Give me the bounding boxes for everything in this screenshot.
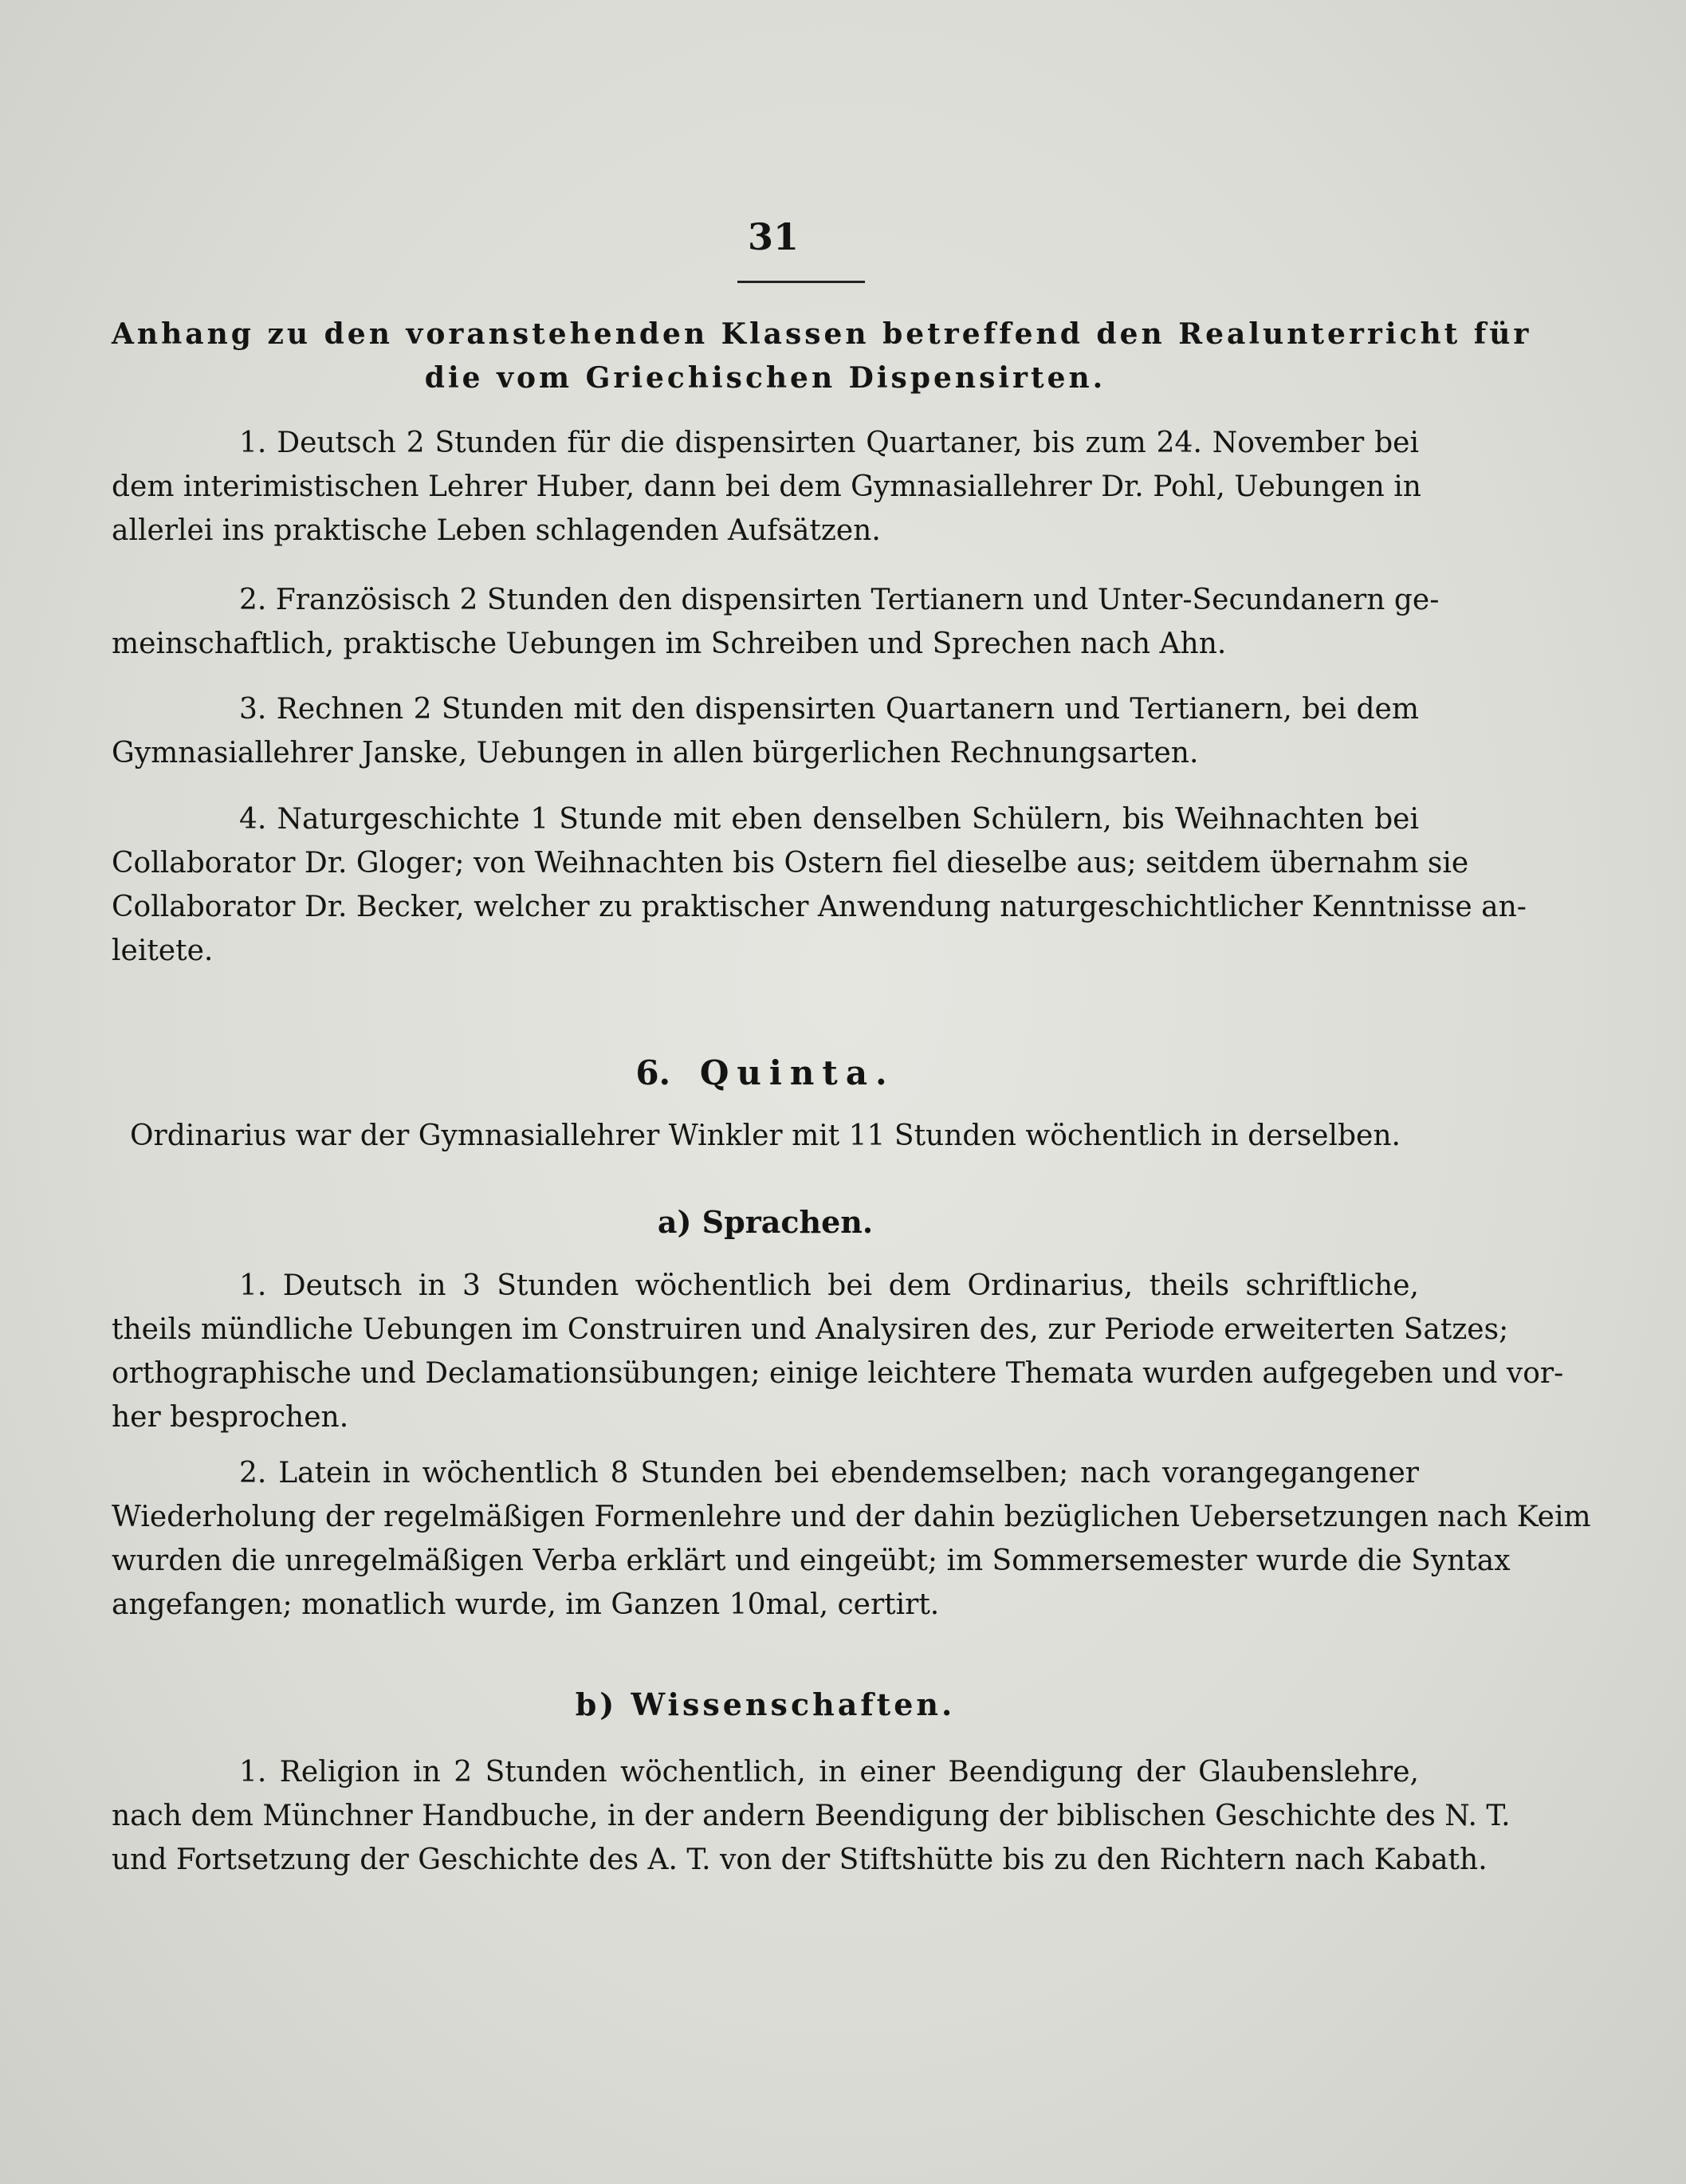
paragraph-line: nach dem Münchner Handbuche, in der andern Beendigung der biblischen Geschichte des N. T. <box>112 1800 1511 1832</box>
paragraph-line: wurden die unregelmäßigen Verba erklärt und eingeübt; im Sommersemester wurde die Syntax <box>112 1545 1511 1577</box>
paragraph-line: und Fortsetzung der Geschichte des A. T. von der Stiftshütte bis zu den Richtern nach Kabath. <box>112 1844 1488 1876</box>
paragraph-line: 4. Naturgeschichte 1 Stunde mit eben denselben Schülern, bis Weihnachten bei <box>239 803 1419 836</box>
paragraph-line: 1. Deutsch 2 Stunden für die dispensirten Quartaner, bis zum 24. November bei <box>239 427 1419 459</box>
appendix-item-naturgeschichte <box>112 797 1527 973</box>
paragraph-line: Gymnasiallehrer Janske, Uebungen in allen bürgerlichen Rechnungsarten. <box>112 737 1199 769</box>
appendix-title-line: Anhang zu den voranstehenden Klassen betreffend den Realunterricht für <box>112 317 1532 351</box>
appendix-title <box>112 313 1532 400</box>
paragraph-line: 2. Französisch 2 Stunden den dispensirten Tertianern und Unter-Secundanern ge- <box>239 584 1440 616</box>
paragraph-line: 2. Latein in wöchentlich 8 Stunden bei ebendemselben; nach vorangegangener <box>239 1457 1419 1489</box>
paragraph-line: leitete. <box>112 935 214 967</box>
paragraph-line: her besprochen. <box>112 1401 349 1434</box>
appendix-title-line: die vom Griechischen Dispensirten. <box>424 361 1106 395</box>
paragraph-line: allerlei ins praktische Leben schlagenden Aufsätzen. <box>112 514 881 547</box>
paragraph-line: orthographische und Declamationsübungen; einige leichtere Themata wurden aufgegeben und vor- <box>112 1357 1564 1390</box>
paragraph-line: Collaborator Dr. Gloger; von Weihnachten bis Ostern fiel dieselbe aus; seitdem übernahm sie <box>112 847 1469 880</box>
page-number: 31 <box>747 215 799 258</box>
paragraph-line: Collaborator Dr. Becker, welcher zu praktischer Anwendung naturgeschichtlicher Kenntnisse an- <box>112 891 1527 923</box>
paragraph-line: 1. Deutsch in 3 Stunden wöchentlich bei dem Ordinarius, theils schriftliche, <box>239 1269 1419 1302</box>
paragraph-line: 1. Religion in 2 Stunden wöchentlich, in einer Beendigung der Glaubenslehre, <box>239 1756 1419 1789</box>
sciences-item-religion <box>112 1750 1511 1882</box>
paragraph-line: angefangen; monatlich wurde, im Ganzen 10mal, certirt. <box>112 1588 940 1621</box>
appendix-item-deutsch <box>112 421 1419 553</box>
languages-item-latein <box>112 1451 1591 1627</box>
paragraph-line: 3. Rechnen 2 Stunden mit den dispensirten Quartanern und Tertianern, bei dem <box>239 693 1419 726</box>
sciences-heading: b) Wissenschaften. <box>575 1686 956 1722</box>
paragraph-line: theils mündliche Uebungen im Construiren und Analysiren des, zur Periode erweiterten Satzes; <box>112 1313 1509 1346</box>
section-heading <box>112 1051 1419 1095</box>
paragraph-line: meinschaftlich, praktische Uebungen im Schreiben und Sprechen nach Ahn. <box>112 628 1227 660</box>
languages-heading: a) Sprachen. <box>657 1204 874 1240</box>
page-number-rule <box>737 281 865 283</box>
section-title: Quinta. <box>699 1053 895 1092</box>
paragraph-line: Wiederholung der regelmäßigen Formenlehre und der dahin bezüglichen Uebersetzungen nach Keim <box>112 1501 1591 1533</box>
ordinarius-line <box>112 1114 1419 1158</box>
paragraph-line: Ordinarius war der Gymnasiallehrer Winkler mit 11 Stunden wöchentlich in derselben. <box>130 1120 1401 1152</box>
languages-item-deutsch <box>112 1264 1564 1439</box>
section-number: 6. <box>635 1053 671 1092</box>
appendix-item-rechnen <box>112 687 1419 775</box>
appendix-item-franzoesisch <box>112 578 1440 666</box>
paragraph-line: dem interimistischen Lehrer Huber, dann bei dem Gymnasiallehrer Dr. Pohl, Uebungen in <box>112 470 1421 503</box>
